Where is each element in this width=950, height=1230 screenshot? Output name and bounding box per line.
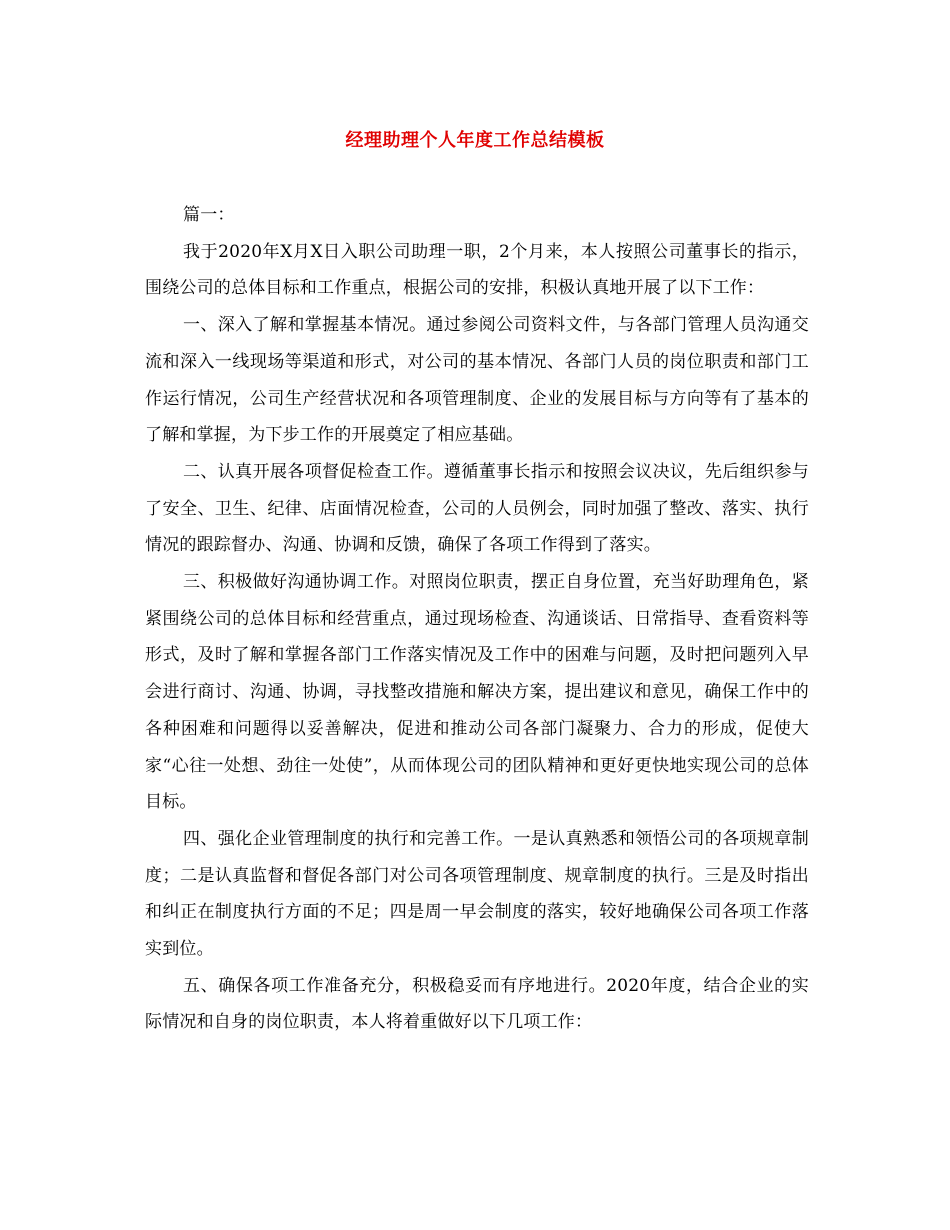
intro-paragraph: 我于2020年X月X日入职公司助理一职，2个月来，本人按照公司董事长的指示，围绕公司的总体目标和工作重点，根据公司的安排，积极认真地开展了以下工作： — [145, 241, 809, 299]
document-title: 经理助理个人年度工作总结模板 — [345, 130, 605, 151]
paragraph-item-2: 二、认真开展各项督促检查工作。遵循董事长指示和按照会议决议，先后组织参与了安全、卫生、纪律、店面情况检查，公司的人员例会，同时加强了整改、落实、执行情况的跟踪督办、沟通、协调和反馈，确保了各项工作得到了落实。 — [145, 461, 809, 556]
section-heading-part-one: 篇一： — [183, 205, 235, 225]
document-body — [145, 197, 809, 1041]
paragraph-item-4: 四、强化企业管理制度的执行和完善工作。一是认真熟悉和领悟公司的各项规章制度；二是认真监督和督促各部门对公司各项管理制度、规章制度的执行。三是及时指出和纠正在制度执行方面的不足；四是周一早会制度的落实，较好地确保公司各项工作落实到位。 — [145, 828, 809, 960]
paragraph-item-3: 三、积极做好沟通协调工作。对照岗位职责，摆正自身位置，充当好助理角色，紧紧围绕公司的总体目标和经营重点，通过现场检查、沟通谈话、日常指导、查看资料等形式，及时了解和掌握各部门工作落实情况及工作中的困难与问题，及时把问题列入早会进行商讨、沟通、协调，寻找整改措施和解决方案，提出建议和意见，确保工作中的各种困难和问题得以妥善解决，促进和推动公司各部门凝聚力、合力的形成，促使大家“心往一处想、劲往一处使”，从而体现公司的团队精神和更好更快地实现公司的总体目标。 — [145, 572, 809, 813]
paragraph-item-5: 五、确保各项工作准备充分，积极稳妥而有序地进行。2020年度，结合企业的实际情况和自身的岗位职责，本人将着重做好以下几项工作： — [145, 975, 809, 1033]
paragraph-item-1: 一、深入了解和掌握基本情况。通过参阅公司资料文件，与各部门管理人员沟通交流和深入一线现场等渠道和形式，对公司的基本情况、各部门人员的岗位职责和部门工作运行情况，公司生产经营状况和各项管理制度、企业的发展目标与方向等有了基本的了解和掌握，为下步工作的开展奠定了相应基础。 — [145, 315, 809, 446]
